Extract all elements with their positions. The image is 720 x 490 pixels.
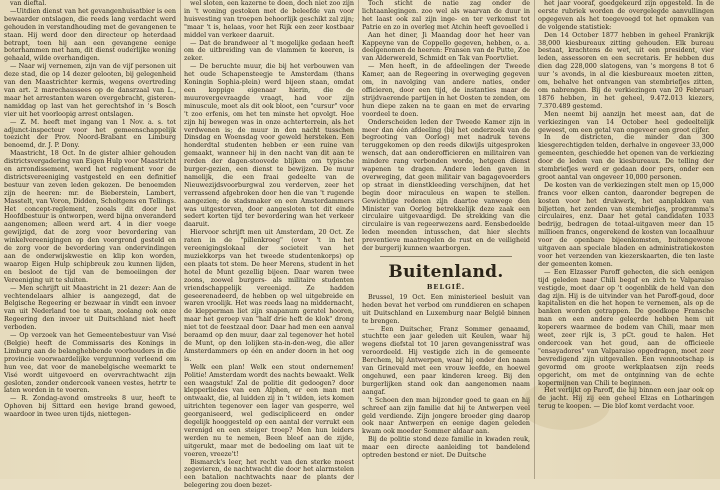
paragraph: — Op verzoek van het Gemeentebestuur van Visé (Belgie) heeft de Commissaris des Konings in Limburg aan de belanghebbende voorhouders in die provincie voorwaardelijke vergunning verleend om hun vee, dat voor de manebelgische weemarkt te Visé wordt uitgevoerd en overvrachtwacht zijn gesloten, zonder ondercoek vaneen vestes, hetrtr te laten worden in te voeren. — [4, 331, 176, 395]
paragraph: — De beruchte muur, die bij het verbouwen van het oude Schapensteegje te Amsterdam (thans Koningin Sophia-plein) werd bijeen staan, omdat een koppige eigenaar hierin, die de muurovergevraagde vraagt, had voor zijn minuscule, moet als dit ook bloot, een "cursur" voor 't zoo erfenis, om het ten minste het opvolgt. Hoe zijn hij bewegen was in onze achterterrein, als het verdwenen is; de muur in den nacht tusschen Dinsdag en Woensdag voor geweld hersteken. Een honderdtal studenten hebben er een ruine van gemaakt, wanneer hij in den nacht van dit aan te rerden der dagen-stoovede blijken om typische burger-gezien, een dienst te bewijzen. De muur namelijk, die een fraai gedeelte van de Nieuwezijdsvoorburgwal zou verderven, zeer het verrassend afgebroken door hen die van 't rugende aangezien; de stadsmaker en een Amsterdammers was uitgestorven, door aangesloten tot dit einde sedert korten tijd ter bevordering wan het verkeer daaruit. — [184, 62, 354, 229]
paragraph: — Z. M. heeft met ingang van 1 Nov. a. s. tot adjunct-inspecteur voor het gemeenschappelijk toezicht der Prov. Noord-Brabant en Limburg benoemd, dr. J. P. Dony. — [4, 117, 176, 150]
paragraph: — Dat de brandweer al 't mogelijke gedaan heeft om de uitbreiding van de vlammen te keeren, is zeker. — [184, 38, 354, 63]
paragraph: Maastricht, 18 Oct. In de gister alhier gehouden districtsvergadering van Eigen Hulp voor Maastricht en arrondissement, werd het reglement voor de districtsvereeniging vastgesteld en een definitief bestuur van zeven leden gekozen. De benoemden zijn de heeren: mr. de Bieberstein, Lambert, Masstelt, van Voron, Didden, Scholtgens en Tellings. Het concept-reglement, zooals dit door het Hoofdbestuur is ontworpen, werd bijna onveranderd aangenomen; alleen werd art. 4 in dier voege gewijzigd, dat de zorg voor bevordering van winkelvereenigingen op den voorgrond gesteld en de zorg voor de bevordering van ondervindingen aan de onderwijskwestie en klip kon worden, waarop Eigen Hulp schipbreuk zou kunnen lijden, en besloot de tijd van de bemoeiingen der Vereeniging uit te sluiten. — [4, 149, 176, 284]
paragraph: — Een Duitscher, Franz Sommer genaamd, stuchtte een jaar geleden uit Keulen, waar hij wegens diefstal tot 10 jaren gevangenisstraf was veroordeeld. Hij vestigde zich in de gemeente Berchem, bij Antwerpen, waar hij onder den naam van Grinevald met een vrouw leefde, en hoewel ongehuwd, een paar kinderen kreeg. Bij den burgerlijken stand ook dan aangenomen naam aangaf. — [362, 324, 530, 396]
paragraph: wel sloten, een kazerne te doen, doch niet zoo zijn in 't woning gestoken met de beleefde van voor huisvesting van troepen behoorlijk geschikt zal zijn; "maar 't is, helaas, voor het Rijk een zeer kostbaar middel van verkeer daaruit. — [184, 0, 354, 39]
country-heading-belgie: BELGIË. — [426, 283, 466, 291]
paragraph: — R. Zondag-avond omstreeks 8 uur, heeft te Ophoven bij Sittard een hevige brand gewoed, waardoor in twee uren tijds, niettegen- — [4, 394, 176, 419]
paragraph: Bij de politie stond deze familie in kwaden reuk, maar een directe aanleiding tot bandelend optreden bestond er niet. De Duitsche — [362, 435, 530, 460]
paragraph: —Uitdien dienst van het gevangenhuisatbier is een bewaarder ontslagen, die reeds lang verdacht werd gehouden in verstandhouding met de gevangenen te staan. Hij werd door den directeur op heterdaad betrapt, toen hij aan een gevangene eenige boterhammen met ham, dit dienst ouderlijke woning gehaald, wilde overhandigen. — [4, 6, 176, 63]
column-1 — [4, 0, 176, 479]
paragraph: Aan het diner, Ji Maandag door het heer van Kappeyne van de Coppello gegeven, hebben, o. a. deelgenomen de heeren: Fransen van de Putte, Zoe van Alderwereld, Schmidt en Tak van Poortvliet. — [362, 30, 530, 63]
section-heading-buitenland: Buitenland. — [388, 262, 504, 282]
paragraph: De kosten van de verkiezingen stelt men op 15,000 francs voor elken canton, daaronder begrepen de kosten voor het drukwerk, het aanplakken van biljetten, het zenden van stembriefjes, programma's circulaires, enz. Daar het getal candidaten 1033 bedrijg, bedragen de totaal-uitgaven meer dan 15 millioen francs, ongerekend de kosten van locaalhuur voor de openbare bijeenkomsten, buitengewone uitgaven aan speciale bladen en administratiekosten voor het verzenden van kiezerskaarten, die ten laste der gemeenten komen. — [538, 180, 714, 268]
paragraph: Hiervoor schrijft men uit Amsterdam, 20 Oct. Ze raten in de "pillenkroeg" (over 't in het vereenigingslokaal der societeit van het muziekkorps van het tweede studentenkorps) op een plaats tot stem. De heer Merens, student in het hotel de Munt gezellig bijeen. Daar waren twee zoons, zoowel burgers- als militaire studenten vriendschappelijk vereenigd. Ze hadden geseerenadeerd, de hebben op wel uitgebreide en waren vroolijk. Het was reeds laag na middernacht, de klepperman liet zijn snapanum geratel hooren, maar het geroep van "half drie heft de klok" drong niet tot de feestzaal door. Daar had men een aanval beraamd op den muur, daar zal tegenover het hotel de Munt, op den lolijken sta-in-den-weg, die aller Amsterdammers op één en ander doorn in het oog is. — [184, 228, 354, 363]
column-4 — [538, 0, 714, 479]
column-2 — [184, 0, 354, 490]
paragraph: 't Schoen den man bijzonder goed te gaan en hij schreef aan zijn familie dat hij te Antwerpen veel geld verdiende. Zijn jongere broeder ging daarop ook naar Antwerpen en eenige dagen geleden kwam ook moeder Sommer aldaar aan. — [362, 395, 530, 436]
paragraph: Het verlijkt op Paroff, die hij binnen een jaar ook op de jacht. Hij zij een geheel Elzas en Lotharingen terug te koopen. — Die blof komt verdacht voor. — [538, 386, 714, 411]
paragraph: — Men schrijft uit Maastricht in 21 dezer: Aan de vechtendelaars alhier is aangezegd, dat de Belgische Regeering er bezwaar in vindt een invoer van uit Nederland toe te staan, zoolang ook onze Regeering den invoer uit Duitschland niet heeft verboden. — [4, 283, 176, 332]
section-divider — [380, 256, 512, 257]
column-3 — [362, 0, 530, 479]
paragraph: — Men heeft, in de afdeelingen der Tweede Kamer, aan de Regeering in overweging gegeven om, in navolging van andere naties, onder officieren, door een tijd, de instanties maar de strijdvaerende partijen in het Oosten te zenden, om hun diepe zaken na te gaan en met de ervaring voordeel te doen. — [362, 62, 530, 118]
column-rule — [358, 0, 359, 479]
column-rule — [534, 0, 535, 479]
column-rule — [180, 0, 181, 479]
paragraph: In de districten, die minder dan 300 kiesgerechtigden telden, derhalve in ongeveer 33,000 gemeenten, geschiedde het openen van de verkiezing door de leden van de kiesbureaux. De telling der stembriefjes werd er gedaan door pers, onder een groot aantal van ongeveer 10,000 personen. — [538, 133, 714, 181]
paragraph: — Een Elzasser Paroff gehecten, die sich eenigen tijd geleden naar Chili begaf en zich te Valparaiso vestigde, moet daar op 't oogenblik de held van den dag zijn. Hij is de uitvinder van het Paroff-goud, door kapitalisten en die het hopen te vernemen, als op de banken worden getrappen. De goedkope Fransche man en een andere geleerde hebben hem uit koperers waarmee de bodem van Chili, maar men weet, zeer rijk is, 3 pCt. goud te halen. Het ondercoek van het goud, aan de officieele "ensayadores" van Valparaiso opgedragen, moet zeer bevredigend zijn uitgevallen. Een vennootschap is gevormd om groote werkplaatsen zijn reeds opgericht, om met de ontginning van de echte kopermijnen van Chili te beginnen. — [538, 267, 714, 387]
paragraph: Bismarck's leer, het recht van den sterke moest zegevieren, de nachtwacht die door het alarmstelen een batalion nachtwachts naar de plants der belegering zou doen bezet- — [184, 457, 354, 490]
paragraph: Onderscheiden leden der Tweede Kamer zijn in meer dan één afdeeling (bij het onderzoek van de begrooting van Oorlog) met nadruk tevens teruggekomen op den reeds dikwijls uitgesproken wensch, dat aan onderofficieren en militairen van mindere rang verbonden worde, hetgeen dienst wapenen te dragen. Andere leden gaven in overweging, dat geen militair van bagagevoerders op straat in dienstkleeding verschijnen, dat het begin door miraculeus en wapen te stellen. Gewichtige redenen zijn daartoe vanwege den Minister van Oorlog betrekkelijk deze zaak een circulaire uitgevaardigd. De strekking van die circulaire is van regeerwezens aard. Eensbedoelde leden meenden intusschen, dat hier slechts preventieve maatregelen de rust en de veiligheid der burgerij kunnen waarborgen. — [362, 117, 530, 253]
paragraph: van dieftal. — [10, 0, 47, 7]
paragraph: Men neemt bij aanzijn het meest aan, dat de verkiezingen van 14 October heel gedeeltelijk geweest, om een getal van ongeveer een groot cijfer. — [538, 109, 714, 134]
paragraph: — Naar wij vernemen, zijn van de vijf personen uit deze stad, die op 14 dezer gelooten, bij gelegenheid van den Maastrichter kermis, wegens overtreding van art. 2 marechaussees op de dansrzaal van L., maar het arrestanten waren overgebracht, gisteren-namiddag op last van het gerechtshof in 's Bosch vier uit het voorloopig arrest ontslagen. — [4, 62, 176, 118]
paragraph: Welk een plan! Welk een stout ondernemen! Politie! Amsterdam wordt des nachts bewaakt. Welk een waagstuk! Zal de politie dit gedoogen? door klepperliedes van een Alphen, er een man met ontwaakt, die, al luidden zij in 't wilden, iets komen uitrichten tegenover een lager van gesperre, wel georganiseerd, wel gediscipliceerd en onder degelijk hooggesteld op een aantal der verrukt een verenigd en een steiger troep? Men hun leiders werden nu te nemen, Been bleef aan de zijde, uitgerukt, maar met de bedoeling om laat uit te voeren, vreeze't! — [184, 362, 354, 458]
paragraph: Toch sticht de natie zag onder de lichtaanlegingen. zoo wel als waarvan de duur in het laast ook zal zijn inge- en ter verkomst tot Patrie en zo in overleg met Atchin heeft gevoelled i — [362, 0, 530, 31]
paragraph: het jaar vooraf, goedgekeurd zijn opgesteld. In de eerste rubriek worden de overgelegde aanvullingen opgegeven als het toegevoegd tot het opmaken van de volgende statistiek: — [538, 0, 714, 31]
paragraph: Brussel, 19 Oct. Een ministerieel besluit van heden bevat het verbod om runddieren en schapen uit Duitschland en Luxemburg naar België binnen te brengen. — [362, 292, 530, 325]
paragraph: Den 14 October 1877 hebben in geheel Frankrijk 38,000 kiesbureaux zitting gehouden. Elk bureau bestaat, krachtens de wet, uit een president, vier leden, assessoren en een secretaris. Er hebben dus dien dag 228,000 slatogens, van 's morgens 8 tot 6 uur 's avonds, in al die kiesbureaux moeten zitten, om, behalve het ontvangen van stembriefjes zitten, om nabrengen. Bij de verkiezingen van 20 Februari 1876 hebben, in het geheel, 9.472.013 kiezers, 7.370.489 gestemd. — [538, 30, 714, 110]
